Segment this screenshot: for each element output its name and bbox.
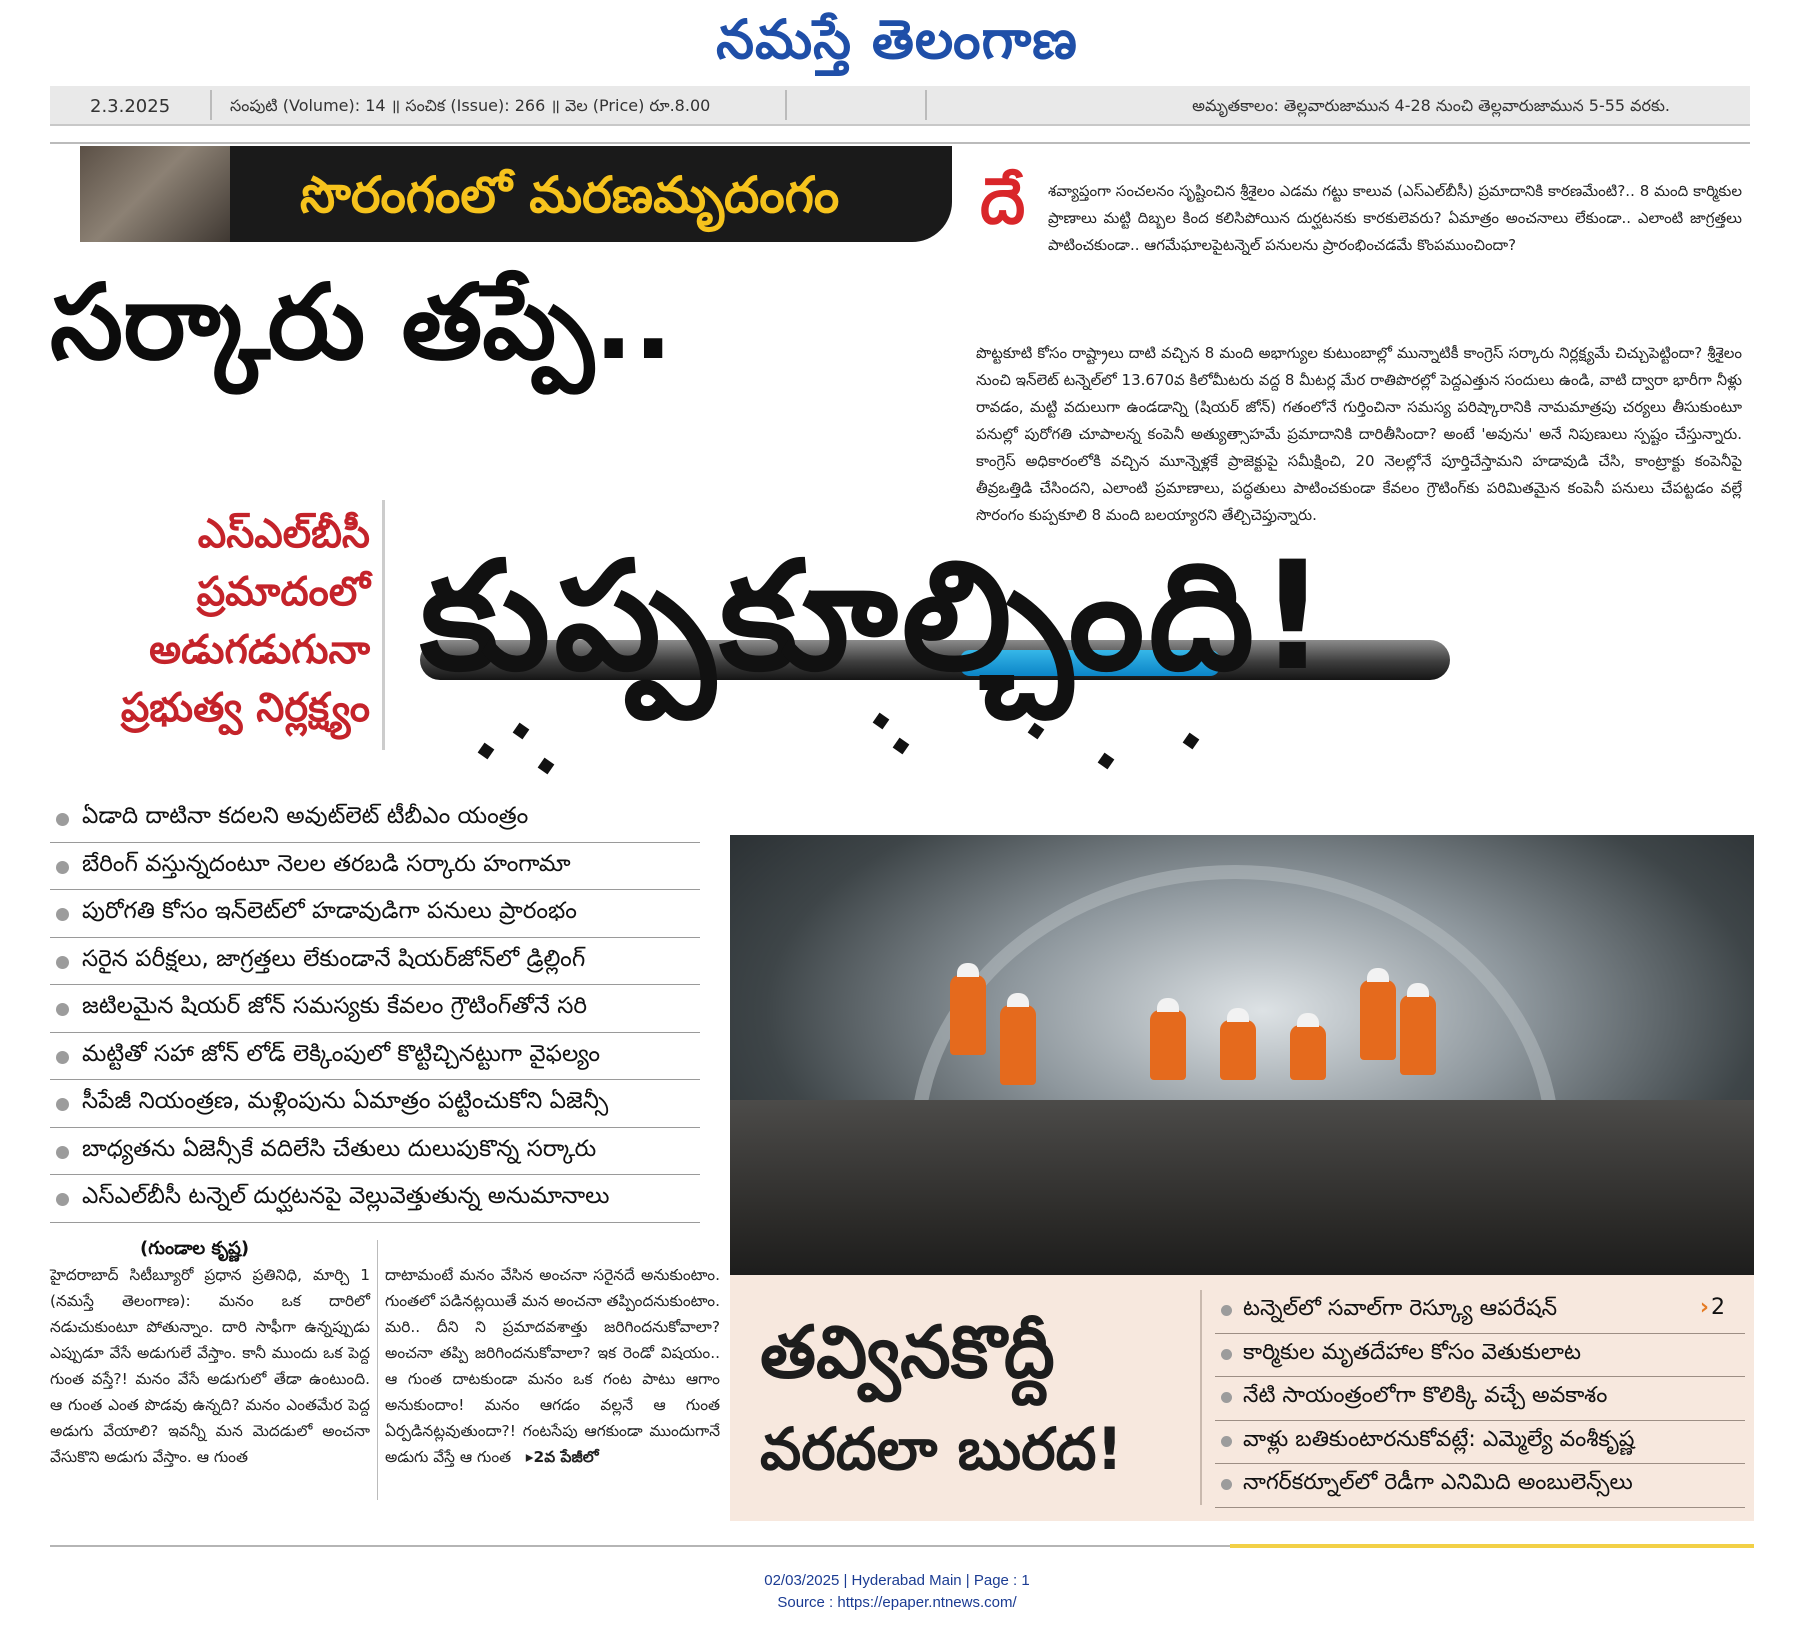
bullet-list xyxy=(50,795,700,1223)
rescue-worker xyxy=(1360,980,1396,1060)
issue-date: 2.3.2025 xyxy=(90,96,171,117)
subhead-line-1: తవ్వినకొద్దీ xyxy=(760,1310,1055,1394)
banner-headline-text: కుప్పకూల్చింది! xyxy=(420,530,1331,704)
page-reference-number: 2 xyxy=(1711,1295,1725,1320)
list-item-text: బేరింగ్ వస్తున్నదంటూ నెలల తరబడి సర్కారు హంగామా xyxy=(82,850,571,877)
list-item-text: జటిలమైన షియర్ జోన్ సమస్యకు కేవలం గ్రౌటింగ్‌తోనే సరి xyxy=(82,993,588,1019)
chevron-right-icon: › xyxy=(1699,1295,1709,1320)
bullet-icon xyxy=(1221,1436,1232,1447)
bullet-icon xyxy=(1221,1392,1232,1403)
side-headline-line: ఎస్‌ఎల్‌బీసీ xyxy=(197,511,370,557)
list-item xyxy=(50,1033,700,1081)
list-item xyxy=(50,938,700,986)
rescue-worker xyxy=(950,975,986,1055)
tunnel-rescue-photo xyxy=(730,835,1754,1275)
drop-cap: దే xyxy=(980,165,1026,239)
divider xyxy=(377,1240,378,1500)
bullet-icon xyxy=(56,956,69,969)
side-headline-line: ప్రమాదంలో xyxy=(196,569,370,615)
continued-link[interactable]: ▸2వ పేజీలో xyxy=(525,1448,599,1466)
divider xyxy=(925,90,927,120)
list-item-text: నాగర్‌కర్నూల్‌లో రెడీగా ఎనిమిది అంబులెన్స్‌లు xyxy=(1243,1470,1633,1495)
divider xyxy=(210,90,212,120)
helmet xyxy=(1367,968,1389,982)
list-item xyxy=(50,890,700,938)
list-item-text: కార్మికుల మృతదేహాల కోసం వెతుకులాట xyxy=(1243,1339,1581,1365)
article-column-1: హైదరాబాద్ సిటీబ్యూరో ప్రధాన ప్రతినిధి, మార్చి 1 (నమస్తే తెలంగాణ): మనం ఒక దారిలో నడుచుకుంటూ పోతున్నాం. దారి సాఫీగా ఉన్నప్పుడు ఎప్పుడూ వేసే అడుగులే వేస్తాం. కానీ ముందు ఒక పెద్ద గుంత వస్తే?! మనం వేసే అడుగులో తేడా ఉంటుంది. ఆ గుంత ఎంత పొడవు ఉన్నది? మనం ఎంతమేర పెద్ద అడుగు వేయాలి? ఇవన్నీ మన మెదడులో అంచనా వేసుకొని అడుగు వేస్తాం. ఆ గుంత xyxy=(50,1266,370,1466)
helmet xyxy=(1407,983,1429,997)
helmet xyxy=(1007,993,1029,1007)
divider xyxy=(785,90,787,120)
banner-headline xyxy=(420,490,1760,790)
bullet-icon xyxy=(56,813,69,826)
masthead xyxy=(0,0,1794,80)
helmet xyxy=(957,963,979,977)
kicker-text: సొరంగంలో మరణమృదంగం xyxy=(300,166,840,224)
issue-info-bar xyxy=(50,86,1750,126)
bullet-icon xyxy=(56,861,69,874)
page-footer xyxy=(0,1570,1794,1614)
rescue-worker xyxy=(1000,1005,1036,1085)
divider xyxy=(50,142,1750,144)
list-item xyxy=(1215,1377,1745,1421)
list-item-text: పురోగతి కోసం ఇన్‌లెట్‌లో హడావుడిగా పనులు ప్రారంభం xyxy=(82,898,577,924)
debris-ground xyxy=(730,1100,1754,1275)
divider xyxy=(382,500,385,750)
kicker-photo xyxy=(80,146,230,242)
list-item-text: టన్నెల్‌లో సవాల్‌గా రెస్క్యూ ఆపరేషన్ xyxy=(1243,1296,1558,1321)
helmet xyxy=(1297,1013,1319,1027)
issue-timing: అమృతకాలం: తెల్లవారుజామున 4-28 నుంచి తెల్లవారుజామున 5-55 వరకు. xyxy=(1192,96,1670,115)
bullet-icon xyxy=(56,1051,69,1064)
issue-volume: సంపుటి (Volume): 14 ॥ సంచిక (Issue): 266 ॥ వెల (Price) రూ.8.00 xyxy=(230,96,711,115)
bullet-icon xyxy=(56,908,69,921)
list-item-text: సరైన పరీక్షలు, జాగ్రత్తలు లేకుండానే షియర్‌జోన్‌లో డ్రిల్లింగ్ xyxy=(82,945,586,972)
list-item xyxy=(50,843,700,891)
bullet-icon xyxy=(1221,1349,1232,1360)
list-item-text: ఏడాది దాటినా కదలని అవుట్‌లెట్ టీబీఎం యంత్రం xyxy=(82,803,529,829)
list-item-text: ఎస్‌ఎల్‌బీసీ టన్నెల్ దుర్ఘటనపై వెల్లువెత్తుతున్న అనుమానాలు xyxy=(82,1183,610,1209)
rescue-worker xyxy=(1400,995,1436,1075)
list-item xyxy=(1215,1464,1745,1508)
bullet-icon xyxy=(56,1003,69,1016)
list-item xyxy=(50,1128,700,1176)
continued-link-text: 2వ పేజీలో xyxy=(533,1448,599,1466)
debris-fragment xyxy=(538,758,555,775)
byline: (గుండాల కృష్ణ) xyxy=(140,1238,250,1259)
list-item xyxy=(1215,1290,1745,1334)
list-item xyxy=(1215,1334,1745,1378)
list-item xyxy=(50,1175,700,1223)
list-item-text: సీపేజీ నియంత్రణ, మళ్లింపును ఏమాత్రం పట్టించుకోని ఏజెన్సీ xyxy=(82,1088,609,1114)
list-item-text: మట్టితో సహా జోన్ లోడ్ లెక్కింపులో కొట్టిచ్చినట్టుగా వైఫల్యం xyxy=(82,1040,600,1067)
accent-bar xyxy=(1230,1544,1754,1548)
page-reference-link[interactable] xyxy=(1700,1295,1725,1320)
article-column-2-text: దాటామంటే మనం వేసిన అంచనా సరైనదే అనుకుంటాం. గుంతలో పడినట్లయితే మన అంచనా తప్పిందనుకుంటాం. మరి.. దీని ని ప్రమాదవశాత్తు జరిగిందనుకోవాలా? అంచనా తప్పి జరిగిందనుకోవాలా? ఇక రెండో విషయం.. ఆ గుంత దాటకుండా మనం ఒక గంట పాటు ఆగాం అనుకుందాం! మనం ఆగడం వల్లనే ఆ గుంత ఏర్పడినట్లవుతుందా?! గంటసేపు ఆగకుండా ముందుగానే అడుగు వేస్తే ఆ గుంత xyxy=(385,1266,720,1466)
subhead-line-2: వరదలా బురద! xyxy=(760,1415,1123,1483)
newspaper-title: నమస్తే తెలంగాణ xyxy=(716,8,1078,71)
rescue-worker xyxy=(1220,1020,1256,1080)
bullet-icon xyxy=(1221,1305,1232,1316)
article-column-2 xyxy=(385,1262,720,1470)
bullet-icon xyxy=(1221,1479,1232,1490)
intro-text: శవ్యాప్తంగా సంచలనం సృష్టించిన శ్రీశైలం ఎడమ గట్టు కాలువ (ఎస్‌ఎల్‌బీసీ) ప్రమాదానికి కారణమేంటి?.. 8 మంది కార్మికుల ప్రాణాలు మట్టి దిబ్బల కింద కలిసిపోయిన దుర్ఘటనకు కారకులెవరు? ఏమాత్రం అంచనాలు లేకుండా.. ఎలాంటి జాగ్రత్తలు పాటించకుండా.. ఆగమేఘాలపైటన్నెల్ పనులను ప్రారంభించడమే కొంపముంచిందా? xyxy=(1048,182,1742,254)
footer-edition-line: 02/03/2025 | Hyderabad Main | Page : 1 xyxy=(764,1572,1030,1589)
sub-bullet-list xyxy=(1215,1290,1745,1508)
divider xyxy=(1200,1290,1202,1505)
debris-fragment xyxy=(478,743,495,760)
debris-fragment xyxy=(1098,753,1115,770)
list-item-text: నేటి సాయంత్రంలోగా కొలిక్కి వచ్చే అవకాశం xyxy=(1243,1383,1608,1408)
rescue-worker xyxy=(1290,1025,1326,1080)
side-headline-line: ప్రభుత్వ నిర్లక్ష్యం xyxy=(120,685,370,731)
list-item-text: బాధ్యతను ఏజెన్సీకే వదిలేసి చేతులు దులుపుకొన్న సర్కారు xyxy=(82,1135,597,1162)
list-item-text: వాళ్లు బతికుంటారనుకోవట్లే: ఎమ్మెల్యే వంశీకృష్ణ xyxy=(1243,1426,1635,1452)
list-item xyxy=(50,985,700,1033)
list-item xyxy=(1215,1421,1745,1465)
intro-text-continued: పొట్టకూటి కోసం రాష్ట్రాలు దాటి వచ్చిన 8 మంది అభాగ్యుల కుటుంబాల్లో మున్నాటికీ కాంగ్రెస్ సర్కారు నిర్లక్ష్యమే చిచ్చుపెట్టిందా? శ్రీశైలం నుంచి ఇన్‌లెట్ టన్నెల్‌లో 13.670వ కిలోమీటరు వద్ద 8 మీటర్ల మేర రాతిపొరల్లో పెద్దఎత్తున సందులు ఉండి, వాటి ద్వారా భారీగా నీళ్లు రావడం, మట్టి వదులుగా ఉండడాన్ని (షియర్ జోన్) గతంలోనే గుర్తించినా సమస్య పరిష్కారానికి నామమాత్రపు చర్యలు తీసుకుంటూ పనుల్లో పురోగతి చూపాలన్న కంపెనీ అత్యుత్సాహమే ప్రమాదానికి దారితీసిందా? అంటే 'అవును' అనే నిపుణులు స్పష్టం చేస్తున్నారు. కాంగ్రెస్ అధికారంలోకి వచ్చిన మూన్నెళ్లకే ప్రాజెక్టుపై సమీక్షించి, 20 నెలల్లోనే పూర్తిచేస్తామని హడావుడి చేసి, కాంట్రాక్టు కంపెనీపై తీవ్రఒత్తిడి చేసిందని, ఎలాంటి ప్రమాణాలు, పద్ధతులు పాటించకుండా కేవలం గ్రౌటింగ్‌కు పరిమితమైన కంపెనీ పనులు చేపట్టడం వల్లే సొరంగం కుప్పకూలి 8 మంది బలయ్యారని తేల్చిచెప్తున్నారు. xyxy=(976,344,1742,524)
list-item xyxy=(50,1080,700,1128)
helmet xyxy=(1227,1008,1249,1022)
helmet xyxy=(1157,998,1179,1012)
main-headline: సర్కారు తప్పే.. xyxy=(50,261,673,383)
side-headline-line: అడుగడుగునా xyxy=(149,627,370,673)
footer-source-link[interactable]: Source : https://epaper.ntnews.com/ xyxy=(777,1594,1017,1611)
list-item xyxy=(50,795,700,843)
bullet-icon xyxy=(56,1193,69,1206)
side-headline xyxy=(60,505,370,737)
bullet-icon xyxy=(56,1098,69,1111)
kicker-banner xyxy=(80,146,952,242)
rescue-worker xyxy=(1150,1010,1186,1080)
bullet-icon xyxy=(56,1146,69,1159)
